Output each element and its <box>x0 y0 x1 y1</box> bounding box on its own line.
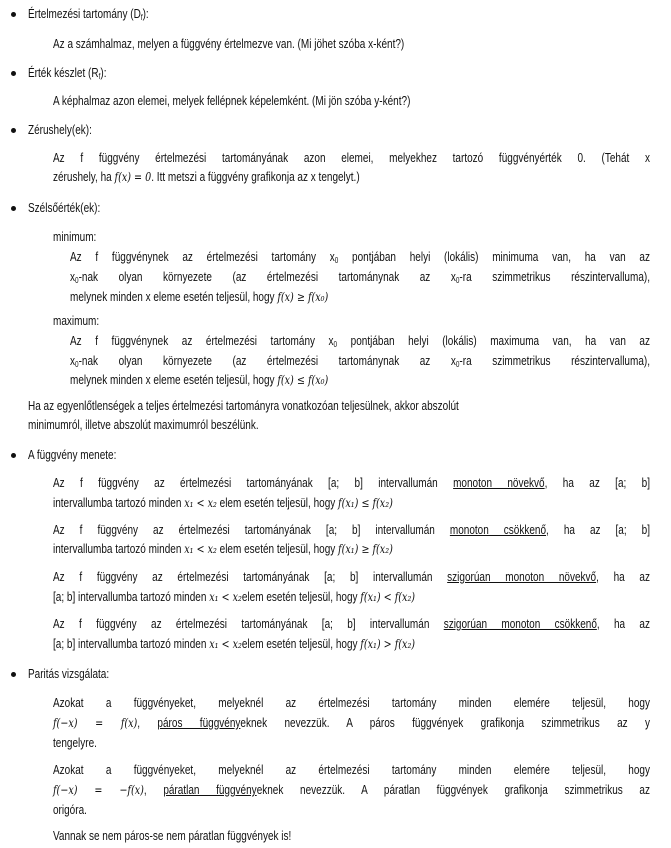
text: , ha az [a; b] <box>546 523 650 537</box>
section-heading <box>28 65 106 85</box>
text: -ra szimmetrikus részintervalluma), <box>459 270 650 284</box>
text-line <box>53 782 650 798</box>
subscript: 0 <box>334 256 339 265</box>
text-line <box>53 828 291 844</box>
underlined-term: páratlan függvény <box>163 783 257 797</box>
text: -nak olyan környezete (az értelmezési tartománynak az x <box>78 354 456 368</box>
underlined-term: szigorúan monoton növekvő <box>447 570 597 584</box>
bullet-icon <box>11 672 16 677</box>
text-line <box>53 150 650 166</box>
math-formula: x₁ < x₂ <box>184 496 217 510</box>
text-line <box>53 229 96 245</box>
text: , <box>143 783 164 797</box>
text-line <box>53 93 410 109</box>
text-line <box>53 569 650 585</box>
text: tengelyre. <box>53 736 97 750</box>
text: ): <box>142 7 149 21</box>
math-formula: f(−x) = f(x) <box>53 716 138 730</box>
subscript: 0 <box>75 276 79 285</box>
text-line <box>70 353 650 373</box>
text: Az f függvény értelmezési tartományának azon elemei, melyekhez tartozó függvényérték 0. (Tehát x <box>53 151 650 165</box>
text: Az a számhalmaz, melyen a függvény értelmezve van. (Mi jöhet szóba x-ként?) <box>53 37 405 51</box>
bullet-icon <box>11 12 16 17</box>
text: intervallumba tartozó minden <box>53 542 185 556</box>
subscript: f <box>98 72 101 81</box>
text: ): <box>100 66 107 80</box>
math-formula: f(x₁) > f(x₂) <box>360 637 416 651</box>
text: x <box>70 270 75 284</box>
text-line <box>53 636 415 652</box>
text: pontjában helyi (lokális) minimuma van, ha van az <box>338 250 650 264</box>
text-line <box>53 36 404 52</box>
text: pontjában helyi (lokális) maximuma van, ha van az <box>337 334 650 348</box>
subscript: 0 <box>333 340 338 349</box>
math-formula: x₁ < x₂ <box>209 590 242 604</box>
text: Ha az egyenlőtlenségek a teljes értelmezési tartományra vonatkozóan teljesülnek, akkor abszolút <box>28 399 459 413</box>
text: [a; b] intervallumba tartozó minden <box>53 590 210 604</box>
text-line <box>70 289 328 305</box>
text: Szélsőérték(ek): <box>28 201 101 215</box>
text: elem esetén teljesül, hogy <box>241 590 361 604</box>
text: elem esetén teljesül, hogy <box>216 496 339 510</box>
section-heading <box>28 122 92 138</box>
text: Az f függvény az értelmezési tartományának [a; b] intervallumán <box>53 476 454 490</box>
text-line <box>53 695 650 711</box>
text: A függvény menete: <box>28 448 117 462</box>
text-line <box>53 616 650 632</box>
text: x <box>70 354 75 368</box>
text: Azokat a függvényeket, melyeknél az értelmezési tartomány minden elemére teljesül, hogy <box>53 763 650 777</box>
bullet-icon <box>11 206 16 211</box>
math-formula: f(x₁) < f(x₂) <box>360 590 416 604</box>
underlined-term: páros függvény <box>157 716 241 730</box>
text: origóra. <box>53 803 87 817</box>
text-line <box>70 269 650 289</box>
text-line <box>53 313 99 329</box>
text-line <box>53 735 97 751</box>
text: melynek minden x eleme esetén teljesül, hogy <box>70 290 278 304</box>
text-line <box>53 541 393 557</box>
section-heading <box>28 447 116 463</box>
text: Az f függvénynek az értelmezési tartomány x <box>70 334 334 348</box>
text-line <box>53 475 650 491</box>
text: -nak olyan környezete (az értelmezési tartománynak az x <box>78 270 456 284</box>
underlined-term: monoton növekvő <box>453 476 545 490</box>
text: minimumról, illetve abszolút maximumról beszélünk. <box>28 418 259 432</box>
text: Vannak se nem páros-se nem páratlan függvények is! <box>53 829 292 843</box>
text: Az f függvénynek az értelmezési tartomány x <box>70 250 335 264</box>
text: Azokat a függvényeket, melyeknél az értelmezési tartomány minden elemére teljesül, hogy <box>53 696 650 710</box>
text: eknek nevezzük. A páros függvények grafikonja szimmetrikus az y <box>240 716 650 730</box>
text-line <box>53 169 360 185</box>
text: maximum: <box>53 314 100 328</box>
text-line <box>70 249 650 269</box>
subscript: 0 <box>455 360 460 369</box>
text-line <box>28 417 259 433</box>
math-formula: x₁ < x₂ <box>184 542 217 556</box>
subscript: 0 <box>75 360 79 369</box>
text: , ha az [a; b] <box>544 476 651 490</box>
math-formula: f(x₁) ≥ f(x₂) <box>338 542 393 556</box>
text-line <box>53 495 393 511</box>
math-formula: f(−x) = −f(x) <box>53 783 144 797</box>
text-line <box>53 802 87 818</box>
text-line <box>53 715 650 731</box>
underlined-term: monoton csökkenő <box>449 523 547 537</box>
text: , ha az <box>596 617 650 631</box>
bullet-icon <box>11 71 16 76</box>
text: Paritás vizsgálata: <box>28 667 110 681</box>
text: Értelmezési tartomány (D <box>28 7 141 21</box>
text: eknek nevezzük. A páratlan függvények grafikonja szimmetrikus az <box>256 783 650 797</box>
section-heading <box>28 666 109 682</box>
text: Zérushely(ek): <box>28 123 92 137</box>
text: , ha az <box>596 570 650 584</box>
text-line <box>28 398 459 414</box>
text: Érték készlet (R <box>28 66 99 80</box>
text: minimum: <box>53 230 97 244</box>
math-formula: f(x) ≤ f(x₀) <box>277 373 329 387</box>
text: [a; b] intervallumba tartozó minden <box>53 637 210 651</box>
underlined-term: szigorúan monoton csökkenő <box>443 617 597 631</box>
section-heading <box>28 6 149 26</box>
text: -ra szimmetrikus részintervalluma), <box>459 354 650 368</box>
text-line <box>53 762 650 778</box>
bullet-icon <box>11 128 16 133</box>
text-line <box>70 333 650 353</box>
text: , <box>137 716 158 730</box>
math-formula: x₁ < x₂ <box>209 637 242 651</box>
bullet-icon <box>11 453 16 458</box>
math-formula: f(x₁) ≤ f(x₂) <box>338 496 393 510</box>
text: intervallumba tartozó minden <box>53 496 185 510</box>
text: Az f függvény az értelmezési tartományának [a; b] intervallumán <box>53 570 448 584</box>
text-line <box>53 522 650 538</box>
text: Az f függvény az értelmezési tartományának [a; b] intervallumán <box>53 523 450 537</box>
text: A képhalmaz azon elemei, melyek fellépnek képelemként. (Mi jön szóba y-ként?) <box>53 94 411 108</box>
math-formula: f(x) ≥ f(x₀) <box>277 290 329 304</box>
text: . Itt metszi a függvény grafikonja az x tengelyt.) <box>151 170 360 184</box>
subscript: f <box>140 13 143 22</box>
text: elem esetén teljesül, hogy <box>241 637 361 651</box>
text: Az f függvény az értelmezési tartományának [a; b] intervallumán <box>53 617 444 631</box>
section-heading <box>28 200 100 216</box>
math-formula: f(x) = 0 <box>114 170 152 184</box>
text: elem esetén teljesül, hogy <box>216 542 339 556</box>
text: zérushely, ha <box>53 170 115 184</box>
text-line <box>53 589 415 605</box>
text: melynek minden x eleme esetén teljesül, hogy <box>70 373 278 387</box>
text-line <box>70 372 328 388</box>
subscript: 0 <box>455 276 460 285</box>
